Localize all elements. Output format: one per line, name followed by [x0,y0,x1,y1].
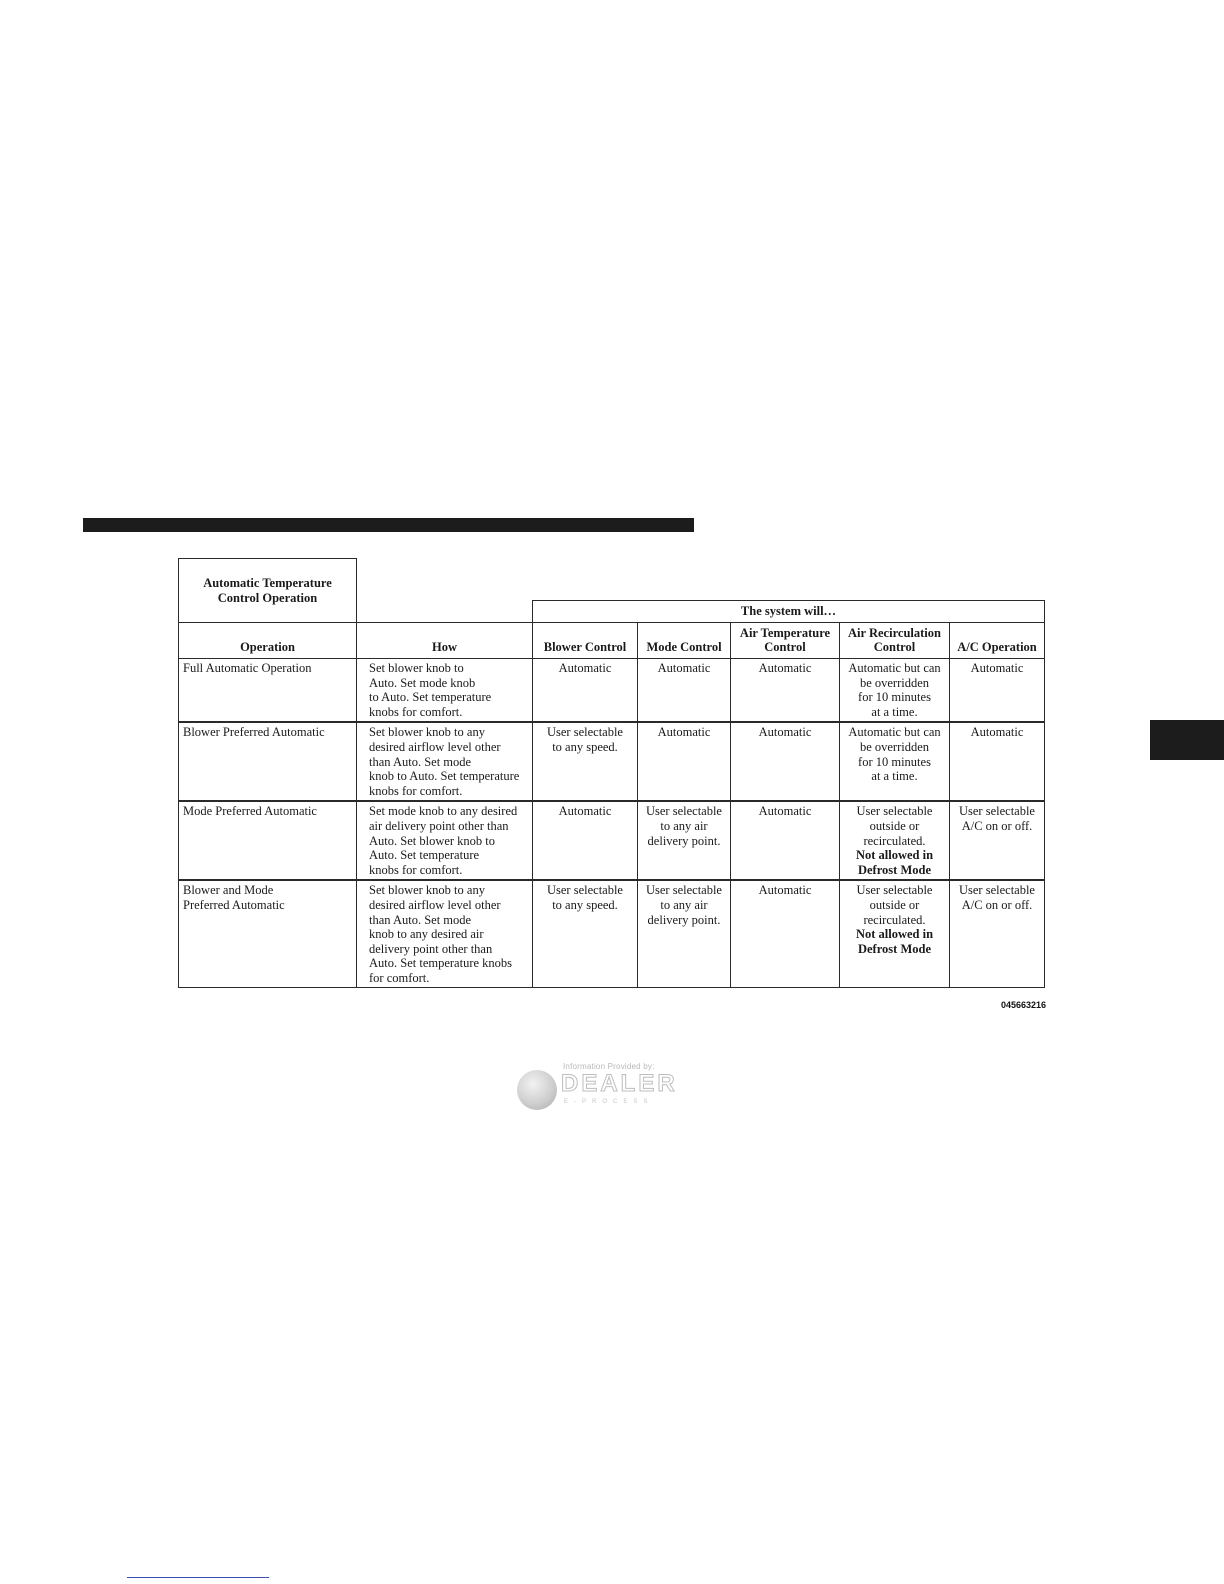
row-ac-operation: Automatic [950,659,1045,723]
row-operation: Mode Preferred Automatic [179,801,357,880]
row-operation: Blower and Mode Preferred Automatic [179,880,357,988]
table-row [179,801,1045,880]
row-mode-control: User selectable to any air delivery point. [638,880,731,988]
row-blower-control: Automatic [533,659,638,723]
row-blower-control: Automatic [533,801,638,880]
row-operation: Blower Preferred Automatic [179,722,357,801]
header-ac-operation: A/C Operation [950,623,1045,659]
temperature-control-table [178,558,1045,988]
watermark-caption: Information Provided by: [563,1062,655,1071]
header-air-temperature-control: Air Temperature Control [731,623,840,659]
table-body [179,659,1045,988]
table-row [179,659,1045,723]
row-mode-control: Automatic [638,722,731,801]
dealer-logo-icon [517,1070,557,1110]
row-how: Set blower knob to Auto. Set mode knob to Auto. Set temperature knobs for comfort. [357,659,533,723]
row-operation: Full Automatic Operation [179,659,357,723]
row-air-temperature-control: Automatic [731,880,840,988]
row-ac-operation: User selectable A/C on or off. [950,880,1045,988]
row-how: Set mode knob to any desired air delivery point other than Auto. Set blower knob to Auto. Set temperature knobs for comfort. [357,801,533,880]
row-air-temperature-control: Automatic [731,801,840,880]
chapter-tab [1150,720,1224,760]
row-blower-control: User selectable to any speed. [533,722,638,801]
header-air-recirculation-control: Air Recirculation Control [840,623,950,659]
row-air-temperature-control: Automatic [731,722,840,801]
footer-link-line [127,1577,269,1578]
row-air-temperature-control: Automatic [731,659,840,723]
section-rule [83,518,694,532]
row-blower-control: User selectable to any speed. [533,880,638,988]
row-ac-operation: Automatic [950,722,1045,801]
row-ac-operation: User selectable A/C on or off. [950,801,1045,880]
row-air-recirculation-control: Automatic but can be overridden for 10 minutes at a time. [840,722,950,801]
header-blower-control: Blower Control [533,623,638,659]
header-how: How [357,623,533,659]
table-row [179,722,1045,801]
table-title: Automatic Temperature Control Operation [179,559,357,623]
row-mode-control: User selectable to any air delivery point. [638,801,731,880]
row-how: Set blower knob to any desired airflow level other than Auto. Set mode knob to Auto. Set temperature knobs for comfort. [357,722,533,801]
row-air-recirculation-control: User selectable outside or recirculated. Not allowed in Defrost Mode [840,801,950,880]
watermark-brand: DEALER [561,1070,678,1097]
table-row [179,880,1045,988]
header-mode-control: Mode Control [638,623,731,659]
figure-code: 045663216 [1000,1000,1046,1010]
row-air-recirculation-control: User selectable outside or recirculated. Not allowed in Defrost Mode [840,880,950,988]
watermark-sub: E-PROCESS [564,1099,654,1105]
system-will-header: The system will… [533,601,1045,623]
header-operation: Operation [179,623,357,659]
row-how: Set blower knob to any desired airflow level other than Auto. Set mode knob to any desired air delivery point other than Auto. Set temperature knobs for comfort. [357,880,533,988]
watermark [517,1062,697,1112]
row-mode-control: Automatic [638,659,731,723]
row-air-recirculation-control: Automatic but can be overridden for 10 minutes at a time. [840,659,950,723]
